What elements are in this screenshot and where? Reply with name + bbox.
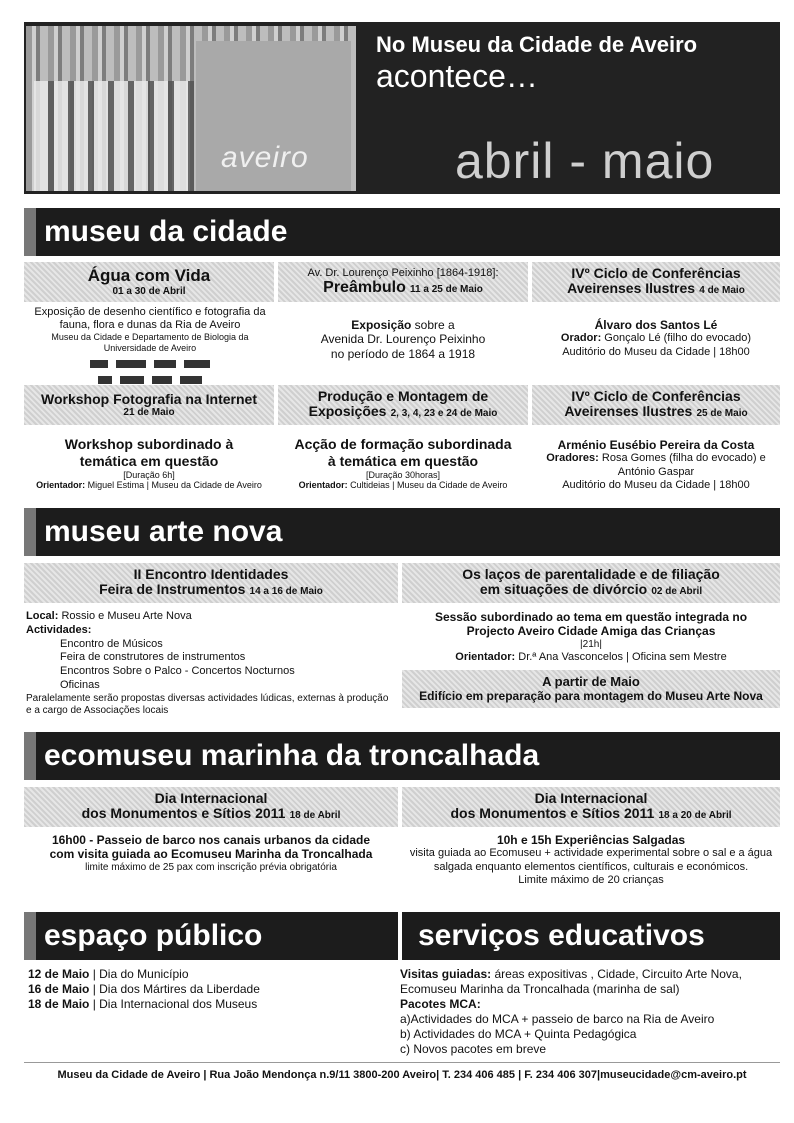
list-item: 12 de Maio | Dia do Município xyxy=(28,967,189,981)
event-lacos-body: Sessão subordinado ao tema em questão integrada no Projecto Aveiro Cidade Amiga das Crianças |21h| Orientador: Dr.ª Ana Vasconcelos | Oficina sem Mestre xyxy=(434,610,748,663)
event-workshop-body: Workshop subordinado à temática em questão [Duração 6h] Orientador: Miguel Estima | Museu da Cidade de Aveiro xyxy=(36,436,262,491)
event-a-partir-de-maio: A partir de Maio Edifício em preparação para montagem do Museu Arte Nova xyxy=(402,670,780,708)
list-item: 18 de Maio | Dia Internacional dos Museus xyxy=(28,997,258,1011)
list-item: a)Actividades do MCA + passeio de barco na Ria de Aveiro xyxy=(400,1012,715,1026)
event-identidades-header: II Encontro Identidades Feira de Instrumentos 14 a 16 de Maio xyxy=(24,563,398,603)
event-conferencia-1-header: IVº Ciclo de Conferências Aveirenses Ilustres 4 de Maio xyxy=(532,262,780,302)
partner-logos xyxy=(28,358,272,371)
section-museu-arte-nova: museu arte nova xyxy=(24,508,780,556)
espaco-publico-list xyxy=(28,967,388,1012)
event-conferencia-1-body: Álvaro dos Santos Lé Orador: Gonçalo Lé (filho do evocado) Auditório do Museu da Cidade | 18h00 xyxy=(560,318,752,358)
list-item: 16 de Maio | Dia dos Mártires da Liberdade xyxy=(28,982,260,996)
event-agua-com-vida-header: Água com Vida 01 a 30 de Abril xyxy=(24,262,274,302)
header-title: No Museu da Cidade de Aveiro xyxy=(376,32,698,57)
event-monumentos-2-header: Dia Internacional dos Monumentos e Sítios 2011 18 a 20 de Abril xyxy=(402,787,780,827)
servicos-list: Visitas guiadas: áreas expositivas , Cidade, Circuito Arte Nova, Ecomuseu Marinha da Troncalhada (marinha de sal) Pacotes MCA: a)Actividades do MCA + passeio de barco na Ria de Aveiro b) Actividades do MCA + Quinta Pedagógica c) Novos pacotes em breve xyxy=(400,967,780,1057)
building-facade-image xyxy=(34,81,194,191)
list-item: b) Actividades do MCA + Quinta Pedagógica xyxy=(400,1027,637,1041)
event-monumentos-1-header: Dia Internacional dos Monumentos e Sítios 2011 18 de Abril xyxy=(24,787,398,827)
event-monumentos-2-body: 10h e 15h Experiências Salgadas visita guiada ao Ecomuseu + actividade experimental sobre o sal e a água salgada enquanto elementos científicos, culturais e económicos. Limite máximo de 20 crianças xyxy=(409,833,773,886)
header-photo xyxy=(26,26,356,191)
event-conferencia-2-header: IVº Ciclo de Conferências Aveirenses Ilustres 25 de Maio xyxy=(532,385,780,425)
event-conferencia-2-body: Arménio Eusébio Pereira da Costa Oradores: Rosa Gomes (filha do evocado) e António Gaspar Auditório do Museu da Cidade | 18h00 xyxy=(546,438,766,491)
footer-contact: Museu da Cidade de Aveiro | Rua João Mendonça n.9/11 3800-200 Aveiro| T. 234 406 485 | F. 234 406 307|museucidade@cm-aveiro.pt xyxy=(24,1062,780,1081)
header-period: abril - maio xyxy=(455,133,715,189)
section-museu-cidade: museu da cidade xyxy=(24,208,780,256)
event-producao-body: Acção de formação subordinada à temática em questão [Duração 30horas] Orientador: Cultideias | Museu da Cidade de Aveiro xyxy=(294,436,512,491)
list-item: c) Novos pacotes em breve xyxy=(400,1042,547,1056)
event-producao-header: Produção e Montagem de Exposições 2, 3, 4, 23 e 24 de Maio xyxy=(278,385,528,425)
header-subtitle: acontece… xyxy=(376,58,538,94)
section-espaco-publico: espaço público xyxy=(24,912,398,960)
event-identidades-body: Local: Rossio e Museu Arte Nova Actividades: Encontro de Músicos Feira de construtores de instrumentos Encontros Sobre o Palco - Concertos Nocturnos Oficinas Paralelamente serão propostas diversas actividades lúdicas, externas à produção e a cargo de Associações locais xyxy=(26,610,389,716)
event-monumentos-1-body: 16h00 - Passeio de barco nos canais urbanos da cidade com visita guiada ao Ecomuseu Marinha da Troncalhada limite máximo de 25 pax com inscrição prévia obrigatória xyxy=(49,833,373,873)
event-lacos-header: Os laços de parentalidade e de filiação em situações de divórcio 02 de Abril xyxy=(402,563,780,603)
event-workshop-header: Workshop Fotografia na Internet 21 de Maio xyxy=(24,385,274,425)
sign-text: aveiro xyxy=(221,141,309,174)
section-servicos-educativos: serviços educativos xyxy=(402,912,780,960)
event-agua-com-vida-body: Exposição de desenho científico e fotografia da fauna, flora e dunas da Ria de Aveiro Museu da Cidade e Departamento de Biologia da Universidade de Aveiro xyxy=(28,306,272,387)
event-preambulo-header: Av. Dr. Lourenço Peixinho [1864-1918]: Preâmbulo 11 a 25 de Maio xyxy=(278,262,528,302)
section-ecomuseu: ecomuseu marinha da troncalhada xyxy=(24,732,780,780)
event-preambulo-body: Exposição sobre a Avenida Dr. Lourenço Peixinho no período de 1864 a 1918 xyxy=(320,318,486,361)
